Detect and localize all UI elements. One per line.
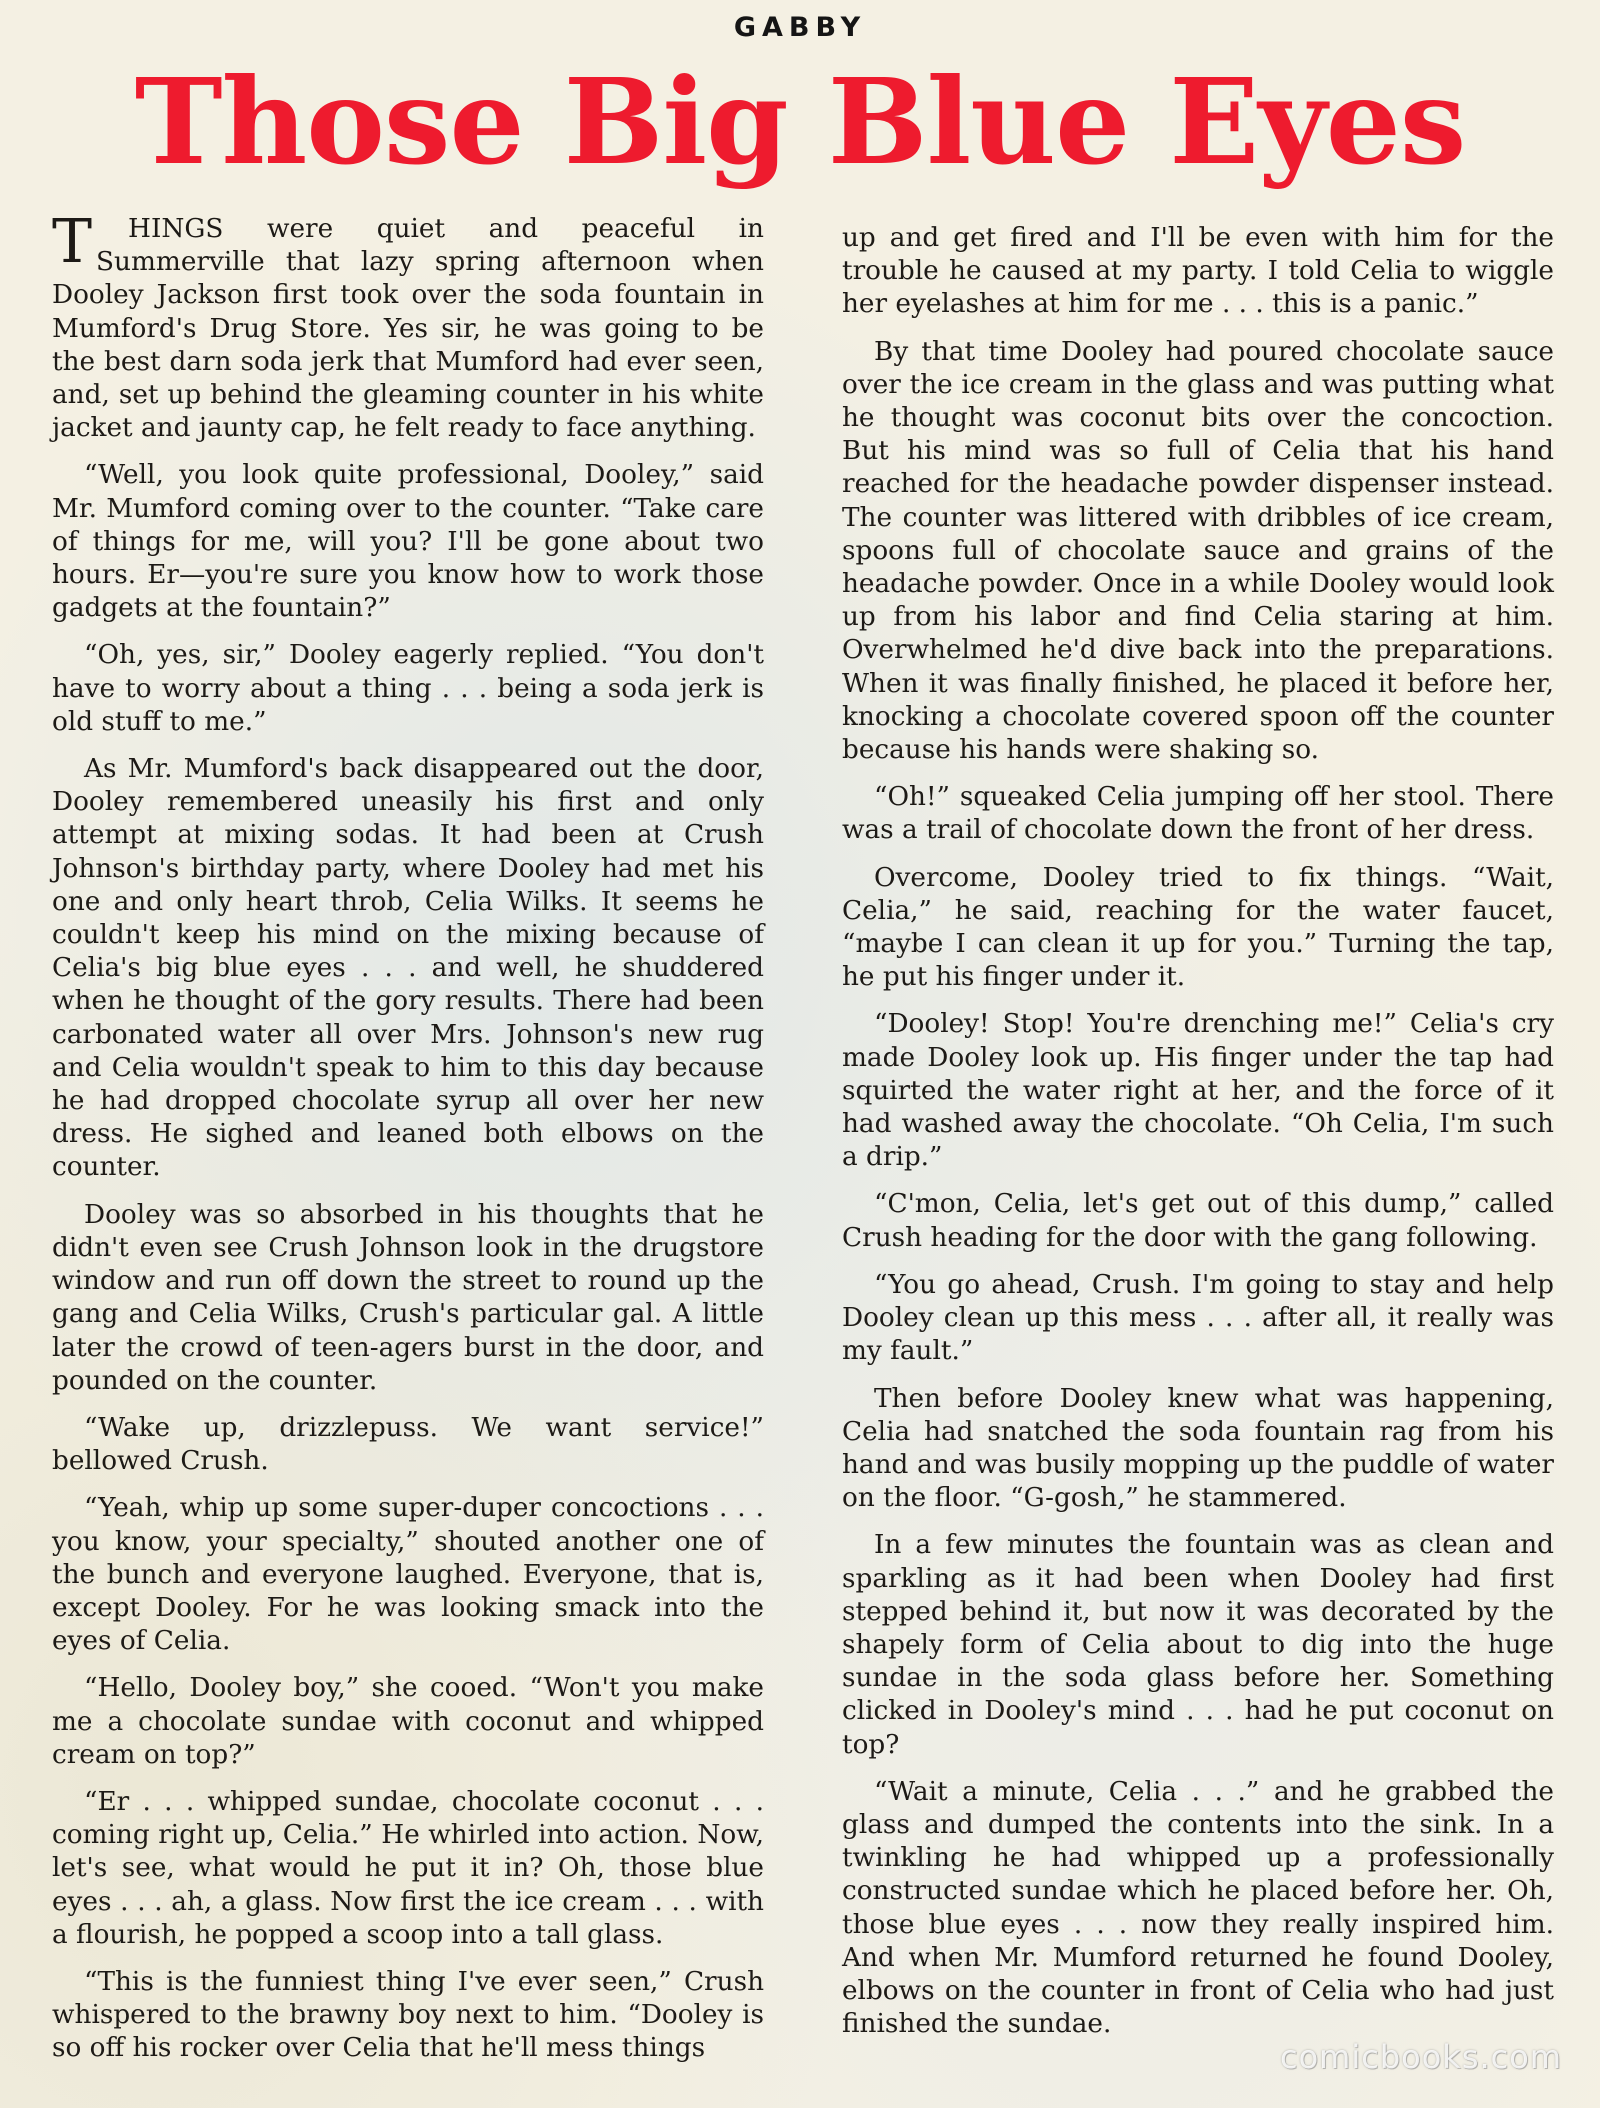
paragraph: “Well, you look quite professional, Dooley,” said Mr. Mumford coming over to the counter. “Take care of things for me, will you? I'll be gone about two hours. Er—you're sure you know how to work those gadgets at the fountain?” — [52, 460, 764, 624]
paragraph — [52, 207, 764, 445]
drop-cap: T — [52, 207, 93, 277]
paragraph: “Wait a minute, Celia . . .” and he grabbed the glass and dumped the contents into the sink. In a twinkling he had whipped up a professionally constructed sundae which he placed before her. Oh, those blue eyes . . . now they really inspired him. And when Mr. Mumford returned he found Dooley, elbows on the counter in front of Celia who had just finished the sundae. — [842, 1776, 1554, 2040]
paragraph: “This is the funniest thing I've ever seen,” Crush whispered to the brawny boy next to him. “Dooley is so off his rocker over Celia that he'll mess things — [52, 1966, 764, 2064]
paragraph: “C'mon, Celia, let's get out of this dump,” called Crush heading for the door with the gang following. — [842, 1189, 1554, 1253]
paragraph: “Hello, Dooley boy,” she cooed. “Won't you make me a chocolate sundae with coconut and whipped cream on top?” — [52, 1673, 764, 1770]
paragraph: Then before Dooley knew what was happening, Celia had snatched the soda fountain rag from his hand and was busily mopping up the puddle of water on the floor. “G-gosh,” he stammered. — [842, 1383, 1554, 1514]
paragraph: As Mr. Mumford's back disappeared out the door, Dooley remembered uneasily his first and only attempt at mixing sodas. It had been at Crush Johnson's birthday party, where Dooley had met his one and only heart throb, Celia Wilks. It seems he couldn't keep his mind on the mixing because of Celia's big blue eyes . . . and well, he shuddered when he thought of the gory results. There had been carbonated water all over Mrs. Johnson's new rug and Celia wouldn't speak to him to this day because he had dropped chocolate syrup all over her new dress. He sighed and leaned both elbows on the counter. — [52, 754, 764, 1183]
paragraph: “Oh, yes, sir,” Dooley eagerly replied. “You don't have to worry about a thing . . . being a soda jerk is old stuff to me.” — [52, 640, 764, 737]
paragraph: Dooley was so absorbed in his thoughts that he didn't even see Crush Johnson look in the drugstore window and run off down the street to round up the gang and Celia Wilks, Crush's particular gal. A little later the crowd of teen-agers burst in the door, and pounded on the counter. — [52, 1199, 764, 1396]
paragraph: In a few minutes the fountain was as clean and sparkling as it had been when Dooley had first stepped behind it, but now it was decorated by the shapely form of Celia about to dig into the huge sundae in the soda glass before her. Something clicked in Dooley's mind . . . had he put coconut on top? — [842, 1530, 1554, 1760]
paragraph: “Oh!” squeaked Celia jumping off her stool. There was a trail of chocolate down the front of her dress. — [842, 782, 1554, 846]
paragraph: “You go ahead, Crush. I'm going to stay and help Dooley clean up this mess . . . after all, it really was my fault.” — [842, 1269, 1554, 1367]
paragraph: Overcome, Dooley tried to fix things. “Wait, Celia,” he said, reaching for the water faucet, “maybe I can clean it up for you.” Turning the tap, he put his finger under it. — [842, 862, 1554, 993]
paragraph: “Wake up, drizzlepuss. We want service!” bellowed Crush. — [52, 1412, 764, 1477]
right-column — [842, 222, 1554, 2055]
story-title: Those Big Blue Eyes — [134, 52, 1466, 191]
page-header: GABBY — [733, 12, 867, 43]
paragraph-text: HINGS were quiet and peaceful in Summerville that lazy spring afternoon when Dooley Jackson first took over the soda fountain in Mumford's Drug Store. Yes sir, he was going to be the best darn soda jerk that Mumford had ever seen, and, set up behind the gleaming counter in his white jacket and jaunty cap, he felt ready to face anything. — [52, 214, 764, 444]
paragraph: “Er . . . whipped sundae, chocolate coconut . . . coming right up, Celia.” He whirled into action. Now, let's see, what would he put it in? Oh, those blue eyes . . . ah, a glass. Now first the ice cream . . . with a flourish, he popped a scoop into a tall glass. — [52, 1786, 764, 1950]
paragraph: By that time Dooley had poured chocolate sauce over the ice cream in the glass and was putting what he thought was coconut bits over the concoction. But his mind was so full of Celia that his hand reached for the headache powder dispenser instead. The counter was littered with dribbles of ice cream, spoons full of chocolate sauce and grains of the headache powder. Once in a while Dooley would look up from his labor and find Celia staring at him. Overwhelmed he'd dive back into the preparations. When it was finally finished, he placed it before her, knocking a chocolate covered spoon off the counter because his hands were shaking so. — [842, 336, 1554, 766]
left-column — [52, 207, 764, 2080]
paragraph: up and get fired and I'll be even with him for the trouble he caused at my party. I told Celia to wiggle her eyelashes at him for me . . . this is a panic.” — [842, 223, 1554, 320]
watermark: comicbooks.com — [1279, 2038, 1562, 2076]
paragraph: “Yeah, whip up some super-duper concoctions . . . you know, your specialty,” shouted another one of the bunch and everyone laughed. Everyone, that is, except Dooley. For he was looking smack into the eyes of Celia. — [52, 1493, 764, 1657]
paragraph: “Dooley! Stop! You're drenching me!” Celia's cry made Dooley look up. His finger under the tap had squirted the water right at her, and the force of it had washed away the chocolate. “Oh Celia, I'm such a drip.” — [842, 1009, 1554, 1173]
